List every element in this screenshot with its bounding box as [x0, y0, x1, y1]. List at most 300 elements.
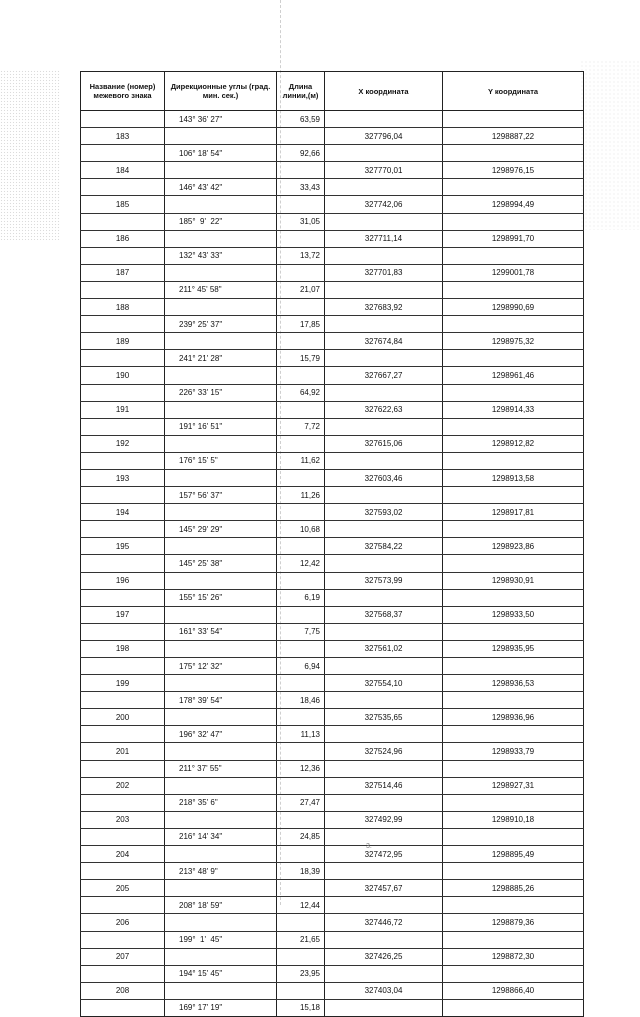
- y-coordinate: 1298936,96: [443, 709, 584, 726]
- x-coordinate: 327554,10: [325, 675, 443, 692]
- direction-angle: 226° 33' 15": [165, 384, 277, 401]
- direction-angle: 241° 21' 28": [165, 350, 277, 367]
- segment-x-cell: [325, 179, 443, 196]
- segment-name-cell: [81, 828, 165, 845]
- direction-angle: 178° 39' 54": [165, 692, 277, 709]
- point-name: 187: [81, 264, 165, 281]
- segment-row: [81, 692, 584, 709]
- segment-name-cell: [81, 999, 165, 1016]
- x-coordinate: 327622,63: [325, 401, 443, 418]
- point-name: 186: [81, 230, 165, 247]
- y-coordinate: 1298879,36: [443, 914, 584, 931]
- point-name: 183: [81, 128, 165, 145]
- x-coordinate: 327514,46: [325, 777, 443, 794]
- y-coordinate: 1298885,26: [443, 880, 584, 897]
- segment-name-cell: [81, 384, 165, 401]
- direction-angle: 143° 36' 27": [165, 111, 277, 128]
- y-coordinate: 1298866,40: [443, 982, 584, 999]
- line-length: 27,47: [277, 794, 325, 811]
- line-length: 21,65: [277, 931, 325, 948]
- line-length: 33,43: [277, 179, 325, 196]
- segment-x-cell: [325, 658, 443, 675]
- line-length: 15,79: [277, 350, 325, 367]
- point-name: 202: [81, 777, 165, 794]
- x-coordinate: 327615,06: [325, 435, 443, 452]
- segment-y-cell: [443, 965, 584, 982]
- y-coordinate: 1298976,15: [443, 162, 584, 179]
- point-angle-cell: [165, 128, 277, 145]
- segment-y-cell: [443, 726, 584, 743]
- segment-name-cell: [81, 247, 165, 264]
- segment-row: [81, 897, 584, 914]
- point-angle-cell: [165, 675, 277, 692]
- x-coordinate: 327403,04: [325, 982, 443, 999]
- point-length-cell: [277, 333, 325, 350]
- point-length-cell: [277, 606, 325, 623]
- segment-row: [81, 658, 584, 675]
- header-y-coordinate: Y координата: [443, 72, 584, 111]
- segment-row: [81, 384, 584, 401]
- y-coordinate: 1298913,58: [443, 469, 584, 486]
- segment-y-cell: [443, 658, 584, 675]
- point-name: 195: [81, 538, 165, 555]
- line-length: 10,68: [277, 521, 325, 538]
- x-coordinate: 327492,99: [325, 811, 443, 828]
- segment-y-cell: [443, 828, 584, 845]
- segment-x-cell: [325, 931, 443, 948]
- direction-angle: 157° 56' 37": [165, 487, 277, 504]
- segment-y-cell: [443, 350, 584, 367]
- segment-y-cell: [443, 247, 584, 264]
- point-angle-cell: [165, 333, 277, 350]
- segment-row: [81, 145, 584, 162]
- scan-noise-right: [580, 60, 640, 230]
- line-length: 15,18: [277, 999, 325, 1016]
- point-length-cell: [277, 640, 325, 657]
- y-coordinate: 1298961,46: [443, 367, 584, 384]
- y-coordinate: 1298910,18: [443, 811, 584, 828]
- point-length-cell: [277, 299, 325, 316]
- direction-angle: 185° 9' 22": [165, 213, 277, 230]
- point-length-cell: [277, 846, 325, 863]
- segment-y-cell: [443, 589, 584, 606]
- segment-x-cell: [325, 589, 443, 606]
- segment-y-cell: [443, 555, 584, 572]
- segment-y-cell: [443, 521, 584, 538]
- segment-row: [81, 350, 584, 367]
- segment-x-cell: [325, 726, 443, 743]
- point-name: 199: [81, 675, 165, 692]
- y-coordinate: 1298927,31: [443, 777, 584, 794]
- x-coordinate: 327524,96: [325, 743, 443, 760]
- y-coordinate: 1298936,53: [443, 675, 584, 692]
- line-length: 7,75: [277, 623, 325, 640]
- direction-angle: 146° 43' 42": [165, 179, 277, 196]
- point-angle-cell: [165, 299, 277, 316]
- table-body: [81, 111, 584, 1017]
- point-row: [81, 811, 584, 828]
- point-length-cell: [277, 264, 325, 281]
- line-length: 13,72: [277, 247, 325, 264]
- segment-name-cell: [81, 760, 165, 777]
- segment-y-cell: [443, 794, 584, 811]
- y-coordinate: 1298991,70: [443, 230, 584, 247]
- x-coordinate: 327561,02: [325, 640, 443, 657]
- segment-x-cell: [325, 555, 443, 572]
- direction-angle: 211° 37' 55": [165, 760, 277, 777]
- point-name: 203: [81, 811, 165, 828]
- point-length-cell: [277, 880, 325, 897]
- line-length: 64,92: [277, 384, 325, 401]
- point-name: 196: [81, 572, 165, 589]
- segment-name-cell: [81, 418, 165, 435]
- header-point-name: Название (номер) межевого знака: [81, 72, 165, 111]
- x-coordinate: 327796,04: [325, 128, 443, 145]
- segment-y-cell: [443, 384, 584, 401]
- point-row: [81, 675, 584, 692]
- point-name: 188: [81, 299, 165, 316]
- direction-angle: 196° 32' 47": [165, 726, 277, 743]
- point-name: 207: [81, 948, 165, 965]
- direction-angle: 218° 35' 6": [165, 794, 277, 811]
- point-length-cell: [277, 469, 325, 486]
- segment-row: [81, 213, 584, 230]
- point-angle-cell: [165, 982, 277, 999]
- point-row: [81, 128, 584, 145]
- segment-x-cell: [325, 111, 443, 128]
- point-name: 192: [81, 435, 165, 452]
- point-length-cell: [277, 196, 325, 213]
- point-row: [81, 914, 584, 931]
- segment-name-cell: [81, 692, 165, 709]
- point-name: 190: [81, 367, 165, 384]
- point-length-cell: [277, 230, 325, 247]
- segment-row: [81, 828, 584, 845]
- x-coordinate: 327674,84: [325, 333, 443, 350]
- x-coordinate: 327593,02: [325, 504, 443, 521]
- segment-name-cell: [81, 179, 165, 196]
- line-length: 63,59: [277, 111, 325, 128]
- x-coordinate: 327742,06: [325, 196, 443, 213]
- segment-y-cell: [443, 863, 584, 880]
- segment-x-cell: [325, 965, 443, 982]
- y-coordinate: 1298917,81: [443, 504, 584, 521]
- line-length: 18,46: [277, 692, 325, 709]
- point-angle-cell: [165, 401, 277, 418]
- line-length: 12,36: [277, 760, 325, 777]
- line-length: 11,26: [277, 487, 325, 504]
- y-coordinate: 1298887,22: [443, 128, 584, 145]
- line-length: 11,13: [277, 726, 325, 743]
- point-row: [81, 196, 584, 213]
- y-coordinate: 1298872,30: [443, 948, 584, 965]
- direction-angle: 216° 14' 34": [165, 828, 277, 845]
- point-length-cell: [277, 435, 325, 452]
- point-row: [81, 162, 584, 179]
- point-row: [81, 230, 584, 247]
- segment-name-cell: [81, 145, 165, 162]
- y-coordinate: 1298935,95: [443, 640, 584, 657]
- point-angle-cell: [165, 777, 277, 794]
- point-row: [81, 333, 584, 350]
- header-line-length: Длина линии,(м): [277, 72, 325, 111]
- segment-x-cell: [325, 863, 443, 880]
- header-direction-angle: Дирекционные углы (град. мин. сек.): [165, 72, 277, 111]
- direction-angle: 191° 16' 51": [165, 418, 277, 435]
- point-row: [81, 606, 584, 623]
- direction-angle: 176° 15' 5": [165, 452, 277, 469]
- point-angle-cell: [165, 743, 277, 760]
- point-row: [81, 367, 584, 384]
- point-angle-cell: [165, 230, 277, 247]
- segment-row: [81, 931, 584, 948]
- direction-angle: 239° 25' 37": [165, 316, 277, 333]
- point-angle-cell: [165, 880, 277, 897]
- y-coordinate: 1298923,86: [443, 538, 584, 555]
- segment-row: [81, 863, 584, 880]
- point-name: 205: [81, 880, 165, 897]
- line-length: 7,72: [277, 418, 325, 435]
- line-length: 24,85: [277, 828, 325, 845]
- y-coordinate: 1299001,78: [443, 264, 584, 281]
- x-coordinate: 327573,99: [325, 572, 443, 589]
- scan-noise-left: [0, 70, 60, 240]
- point-row: [81, 538, 584, 555]
- direction-angle: 161° 33' 54": [165, 623, 277, 640]
- point-angle-cell: [165, 504, 277, 521]
- x-coordinate: 327667,27: [325, 367, 443, 384]
- point-angle-cell: [165, 948, 277, 965]
- segment-name-cell: [81, 931, 165, 948]
- segment-row: [81, 794, 584, 811]
- line-length: 92,66: [277, 145, 325, 162]
- point-length-cell: [277, 572, 325, 589]
- point-name: 204: [81, 846, 165, 863]
- point-name: 198: [81, 640, 165, 657]
- point-row: [81, 264, 584, 281]
- segment-x-cell: [325, 281, 443, 298]
- point-name: 206: [81, 914, 165, 931]
- segment-name-cell: [81, 521, 165, 538]
- header-x-coordinate: X координата: [325, 72, 443, 111]
- segment-row: [81, 179, 584, 196]
- segment-x-cell: [325, 247, 443, 264]
- point-row: [81, 846, 584, 863]
- segment-x-cell: [325, 350, 443, 367]
- point-angle-cell: [165, 538, 277, 555]
- segment-row: [81, 999, 584, 1016]
- point-name: 184: [81, 162, 165, 179]
- x-coordinate: 327584,22: [325, 538, 443, 555]
- segment-name-cell: [81, 965, 165, 982]
- segment-name-cell: [81, 281, 165, 298]
- line-length: 6,94: [277, 658, 325, 675]
- segment-y-cell: [443, 418, 584, 435]
- point-name: 185: [81, 196, 165, 213]
- y-coordinate: 1298990,69: [443, 299, 584, 316]
- segment-y-cell: [443, 316, 584, 333]
- point-angle-cell: [165, 469, 277, 486]
- x-coordinate: 327603,46: [325, 469, 443, 486]
- point-angle-cell: [165, 640, 277, 657]
- line-length: 17,85: [277, 316, 325, 333]
- segment-row: [81, 281, 584, 298]
- segment-x-cell: [325, 316, 443, 333]
- segment-name-cell: [81, 213, 165, 230]
- line-length: 6,19: [277, 589, 325, 606]
- x-coordinate: 327568,37: [325, 606, 443, 623]
- segment-y-cell: [443, 179, 584, 196]
- segment-name-cell: [81, 111, 165, 128]
- segment-row: [81, 316, 584, 333]
- line-length: 23,95: [277, 965, 325, 982]
- point-angle-cell: [165, 846, 277, 863]
- segment-x-cell: [325, 384, 443, 401]
- point-row: [81, 469, 584, 486]
- segment-name-cell: [81, 794, 165, 811]
- y-coordinate: 1298914,33: [443, 401, 584, 418]
- line-length: 31,05: [277, 213, 325, 230]
- point-row: [81, 777, 584, 794]
- point-length-cell: [277, 743, 325, 760]
- point-angle-cell: [165, 914, 277, 931]
- point-length-cell: [277, 538, 325, 555]
- segment-y-cell: [443, 213, 584, 230]
- point-name: 200: [81, 709, 165, 726]
- direction-angle: 145° 25' 38": [165, 555, 277, 572]
- segment-y-cell: [443, 281, 584, 298]
- point-row: [81, 401, 584, 418]
- point-angle-cell: [165, 572, 277, 589]
- point-angle-cell: [165, 162, 277, 179]
- direction-angle: 169° 17' 19": [165, 999, 277, 1016]
- point-length-cell: [277, 162, 325, 179]
- segment-row: [81, 760, 584, 777]
- y-coordinate: 1298975,32: [443, 333, 584, 350]
- segment-name-cell: [81, 487, 165, 504]
- segment-row: [81, 623, 584, 640]
- point-angle-cell: [165, 811, 277, 828]
- point-angle-cell: [165, 709, 277, 726]
- direction-angle: 213° 48' 9": [165, 863, 277, 880]
- segment-x-cell: [325, 828, 443, 845]
- direction-angle: 132° 43' 33": [165, 247, 277, 264]
- x-coordinate: 327701,83: [325, 264, 443, 281]
- y-coordinate: 1298933,79: [443, 743, 584, 760]
- point-angle-cell: [165, 606, 277, 623]
- point-length-cell: [277, 367, 325, 384]
- point-angle-cell: [165, 435, 277, 452]
- direction-angle: 106° 18' 54": [165, 145, 277, 162]
- direction-angle: 145° 29' 29": [165, 521, 277, 538]
- segment-x-cell: [325, 452, 443, 469]
- point-row: [81, 504, 584, 521]
- segment-row: [81, 965, 584, 982]
- segment-row: [81, 418, 584, 435]
- segment-row: [81, 111, 584, 128]
- y-coordinate: 1298895,49: [443, 846, 584, 863]
- segment-name-cell: [81, 863, 165, 880]
- segment-name-cell: [81, 316, 165, 333]
- segment-row: [81, 452, 584, 469]
- segment-x-cell: [325, 145, 443, 162]
- x-coordinate: 327535,65: [325, 709, 443, 726]
- x-coordinate: 327457,67: [325, 880, 443, 897]
- point-row: [81, 435, 584, 452]
- point-row: [81, 709, 584, 726]
- segment-row: [81, 589, 584, 606]
- segment-x-cell: [325, 999, 443, 1016]
- point-length-cell: [277, 948, 325, 965]
- point-length-cell: [277, 811, 325, 828]
- line-length: 12,42: [277, 555, 325, 572]
- line-length: 12,44: [277, 897, 325, 914]
- segment-name-cell: [81, 658, 165, 675]
- direction-angle: 208° 18' 59": [165, 897, 277, 914]
- point-name: 191: [81, 401, 165, 418]
- segment-x-cell: [325, 418, 443, 435]
- segment-name-cell: [81, 623, 165, 640]
- segment-y-cell: [443, 452, 584, 469]
- segment-x-cell: [325, 760, 443, 777]
- segment-name-cell: [81, 897, 165, 914]
- point-angle-cell: [165, 367, 277, 384]
- segment-y-cell: [443, 145, 584, 162]
- coordinates-table: [80, 71, 584, 1017]
- x-coordinate: 327472,95: [325, 846, 443, 863]
- point-row: [81, 743, 584, 760]
- point-length-cell: [277, 675, 325, 692]
- point-angle-cell: [165, 264, 277, 281]
- segment-y-cell: [443, 623, 584, 640]
- x-coordinate: 327426,25: [325, 948, 443, 965]
- point-length-cell: [277, 709, 325, 726]
- direction-angle: 211° 45' 58": [165, 281, 277, 298]
- line-length: 11,62: [277, 452, 325, 469]
- segment-name-cell: [81, 555, 165, 572]
- point-length-cell: [277, 777, 325, 794]
- line-length: 18,39: [277, 863, 325, 880]
- segment-name-cell: [81, 589, 165, 606]
- table-header-row: [81, 72, 584, 111]
- point-length-cell: [277, 504, 325, 521]
- x-coordinate: 327683,92: [325, 299, 443, 316]
- y-coordinate: 1298930,91: [443, 572, 584, 589]
- segment-x-cell: [325, 487, 443, 504]
- segment-x-cell: [325, 623, 443, 640]
- point-row: [81, 880, 584, 897]
- direction-angle: 194° 15' 45": [165, 965, 277, 982]
- segment-x-cell: [325, 692, 443, 709]
- point-row: [81, 982, 584, 999]
- point-length-cell: [277, 401, 325, 418]
- segment-y-cell: [443, 692, 584, 709]
- direction-angle: 155° 15' 26": [165, 589, 277, 606]
- point-name: 189: [81, 333, 165, 350]
- direction-angle: 199° 1' 45": [165, 931, 277, 948]
- segment-x-cell: [325, 794, 443, 811]
- point-length-cell: [277, 982, 325, 999]
- point-row: [81, 640, 584, 657]
- segment-row: [81, 555, 584, 572]
- point-row: [81, 948, 584, 965]
- line-length: 21,07: [277, 281, 325, 298]
- segment-name-cell: [81, 350, 165, 367]
- x-coordinate: 327446,72: [325, 914, 443, 931]
- segment-y-cell: [443, 999, 584, 1016]
- x-coordinate: 327711,14: [325, 230, 443, 247]
- segment-x-cell: [325, 897, 443, 914]
